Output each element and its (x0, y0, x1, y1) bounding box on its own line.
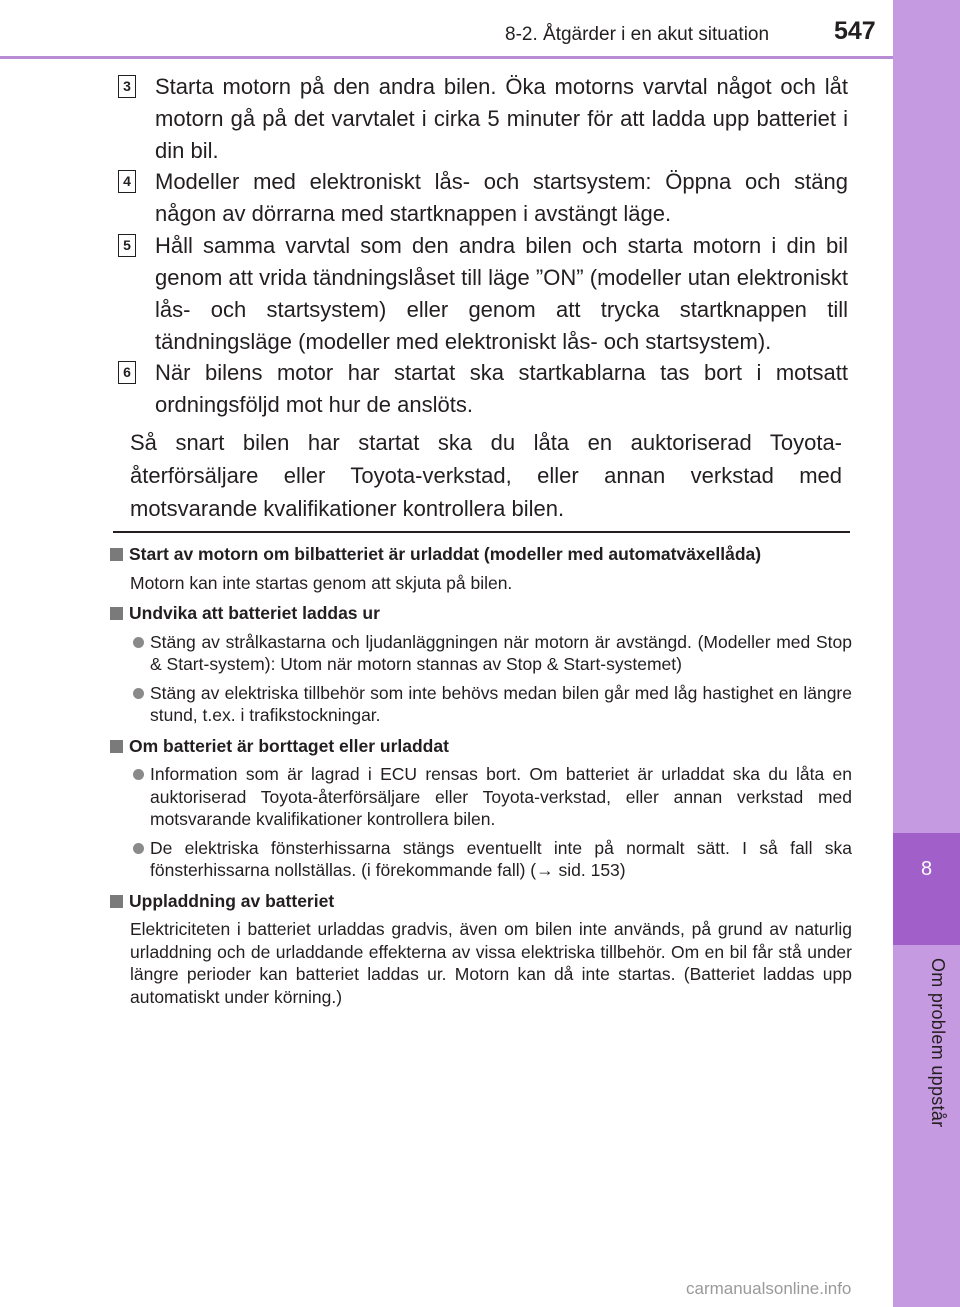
list-item: Stäng av elektriska tillbehör som inte behövs medan bilen går med låg hastighet en längre stund, t.ex. i trafikstockningar. (130, 682, 852, 727)
note-heading: Start av motorn om bilbatteriet är urladdat (modeller med automatväxellåda) (129, 544, 762, 564)
watermark: carmanualsonline.info (686, 1279, 852, 1298)
page-header (0, 0, 893, 62)
note-heading: Uppladdning av batteriet (129, 890, 335, 911)
page-number: 547 (834, 17, 876, 45)
circle-bullet-icon (133, 688, 144, 699)
step-text: När bilens motor har startat ska startkablarna tas bort i motsatt ordningsföljd mot hur de anslöts. (155, 360, 848, 417)
circle-bullet-icon (133, 769, 144, 780)
note-heading: Undvika att batteriet laddas ur (129, 603, 380, 623)
note-avoid-discharge (110, 602, 852, 727)
step-text: Modeller med elektroniskt lås- och startsystem: Öppna och stäng någon av dörrarna med startknappen i avstängt läge. (155, 169, 848, 226)
step-4 (118, 166, 848, 230)
square-bullet-icon (110, 740, 123, 753)
step-text: Håll samma varvtal som den andra bilen och starta motorn i din bil genom att vrida tändningslåset till läge ”ON” (modeller utan elektroniskt lås- och startsystem) eller genom att trycka startknappen till tändningsläge (modeller med elektroniskt lås- och startsystem). (155, 233, 848, 354)
step-text: Starta motorn på den andra bilen. Öka motorns varvtal något och låt motorn gå på det varvtalet i cirka 5 minuter för att ladda upp batteriet i din bil. (155, 74, 848, 163)
list-item: Stäng av strålkastarna och ljudanläggningen när motorn är avstängd. (Modeller med Stop & Start-system): Utom när motorn stannas av Stop & Start-systemet) (130, 631, 852, 676)
step-5 (118, 230, 848, 358)
chapter-number-tab (893, 833, 960, 945)
note-start-engine (110, 543, 852, 594)
section-divider (113, 531, 850, 533)
note-battery-removed (110, 735, 852, 882)
square-bullet-icon (110, 607, 123, 620)
step-number-box: 6 (118, 361, 136, 384)
step-number-box: 3 (118, 75, 136, 98)
header-rule (0, 56, 893, 59)
note-body: Elektriciteten i batteriet urladdas gradvis, även om bilen inte används, på grund av naturlig urladdning och de urladdande effekterna av vissa elektriska tillbehör. Om en bil får stå under längre perioder kan batteriet laddas ur. Motorn kan då inte startas. (Batteriet laddas upp automatiskt under körning.) (130, 919, 852, 1007)
chapter-label: Om problem uppstår (928, 958, 948, 1128)
circle-bullet-icon (133, 843, 144, 854)
note-body: Motorn kan inte startas genom att skjuta på bilen. (130, 572, 513, 593)
step-number-box: 4 (118, 170, 136, 193)
circle-bullet-icon (133, 637, 144, 648)
note-recharging (110, 890, 852, 1009)
list-item: Information som är lagrad i ECU rensas bort. Om batteriet är urladdat ska du låta en auktoriserad Toyota-återförsäljare eller Toyota-verkstad, eller annan verkstad med motsvarande kvalifikationer kontrollera bilen. (130, 763, 852, 831)
square-bullet-icon (110, 895, 123, 908)
note-heading: Om batteriet är borttaget eller urladdat (129, 735, 449, 756)
closing-paragraph: Så snart bilen har startat ska du låta en auktoriserad Toyota-återförsäljare eller Toyota-verkstad, eller annan verkstad med motsvarande kvalifikationer kontrollera bilen. (130, 430, 842, 521)
notes-section (110, 543, 852, 1016)
list-item: De elektriska fönsterhissarna stängs eventuellt inte på normalt sätt. I så fall ska fönsterhissarna nollställas. (i förekommande fall) (→ sid. 153) (130, 837, 852, 882)
step-3 (118, 71, 848, 167)
square-bullet-icon (110, 548, 123, 561)
chapter-number: 8 (920, 858, 933, 880)
step-6 (118, 357, 848, 421)
step-number-box: 5 (118, 234, 136, 257)
section-title: 8-2. Åtgärder i en akut situation (505, 24, 770, 45)
